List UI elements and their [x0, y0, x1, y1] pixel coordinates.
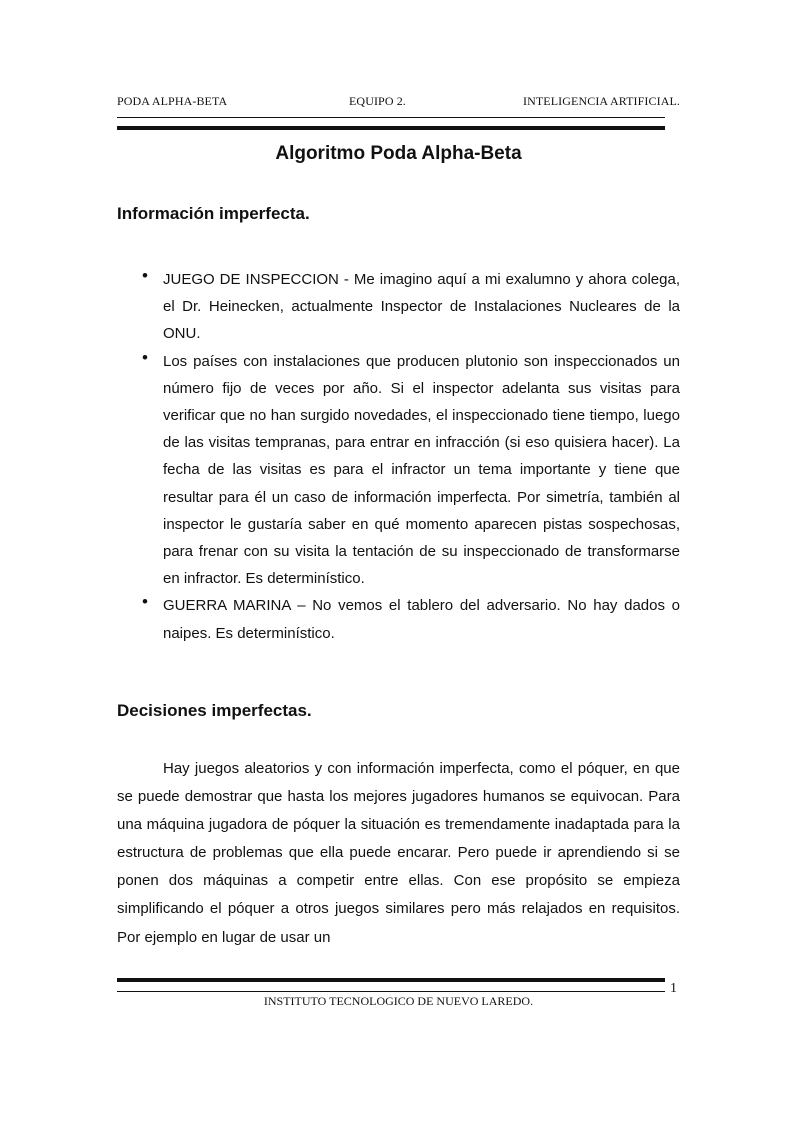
list-item-text: GUERRA MARINA – No vemos el tablero del adversario. No hay dados o naipes. Es determinístico.: [163, 597, 680, 642]
list-item: [117, 348, 680, 593]
header-left-text: PODA ALPHA-BETA: [117, 94, 228, 108]
list-item: [117, 592, 680, 646]
footer-rule-thin: [117, 991, 665, 992]
header-rule-thick: [117, 126, 665, 130]
list-item-text: Los países con instalaciones que producen plutonio son inspeccionados un número fijo de veces por año. Si el inspector adelanta sus visitas para verificar que no han surgido novedades, el inspeccionado tiene tiempo, luego de las visitas tempranas, para entrar en infracción (si eso quisiera hacer). La fecha de las visitas es para el infractor un tema importante y tiene que resultar para él un caso de información imperfecta. Por simetría, también al inspector le gustaría saber en qué momento aparecen pistas sospechosas, para frenar con su visita la tentación de su inspeccionado de transformarse en infractor. Es determinístico.: [163, 352, 680, 588]
footer-rule-thick: [117, 978, 665, 982]
list-item-text: JUEGO DE INSPECCION - Me imagino aquí a mi exalumno y ahora colega, el Dr. Heinecken, actualmente Inspector de Instalaciones Nucleares de la ONU.: [163, 271, 680, 343]
header-right-text: INTELIGENCIA ARTIFICIAL.: [523, 94, 680, 108]
document-title: Algoritmo Poda Alpha-Beta: [275, 143, 522, 164]
bullet-icon: •: [142, 266, 148, 285]
page-footer: INSTITUTO TECNOLOGICO DE NUEVO LAREDO.: [263, 994, 534, 1008]
page-number: 1: [670, 981, 677, 996]
list-item: [117, 266, 680, 348]
section-heading-decisiones: Decisiones imperfectas.: [117, 701, 312, 720]
header-center-text: EQUIPO 2.: [349, 94, 406, 108]
bullet-icon: •: [142, 592, 148, 612]
bullet-list: [117, 266, 680, 647]
body-paragraph: Hay juegos aleatorios y con información imperfecta, como el póquer, en que se puede demostrar que hasta los mejores jugadores humanos se equivocan. Para una máquina jugadora de póquer la situación es tremendamente inadaptada para la estructura de problemas que ella puede encarar. Pero puede ir aprendiendo si se ponen dos máquinas a competir entre ellas. Con ese propósito se empieza simplificando el póquer a otros juegos similares pero más relajados en requisitos. Por ejemplo en lugar de usar un: [117, 760, 680, 946]
page-header: [117, 94, 680, 110]
section-heading-informacion: Información imperfecta.: [117, 204, 310, 223]
bullet-icon: •: [142, 347, 148, 367]
header-rule-thin: [117, 117, 665, 118]
